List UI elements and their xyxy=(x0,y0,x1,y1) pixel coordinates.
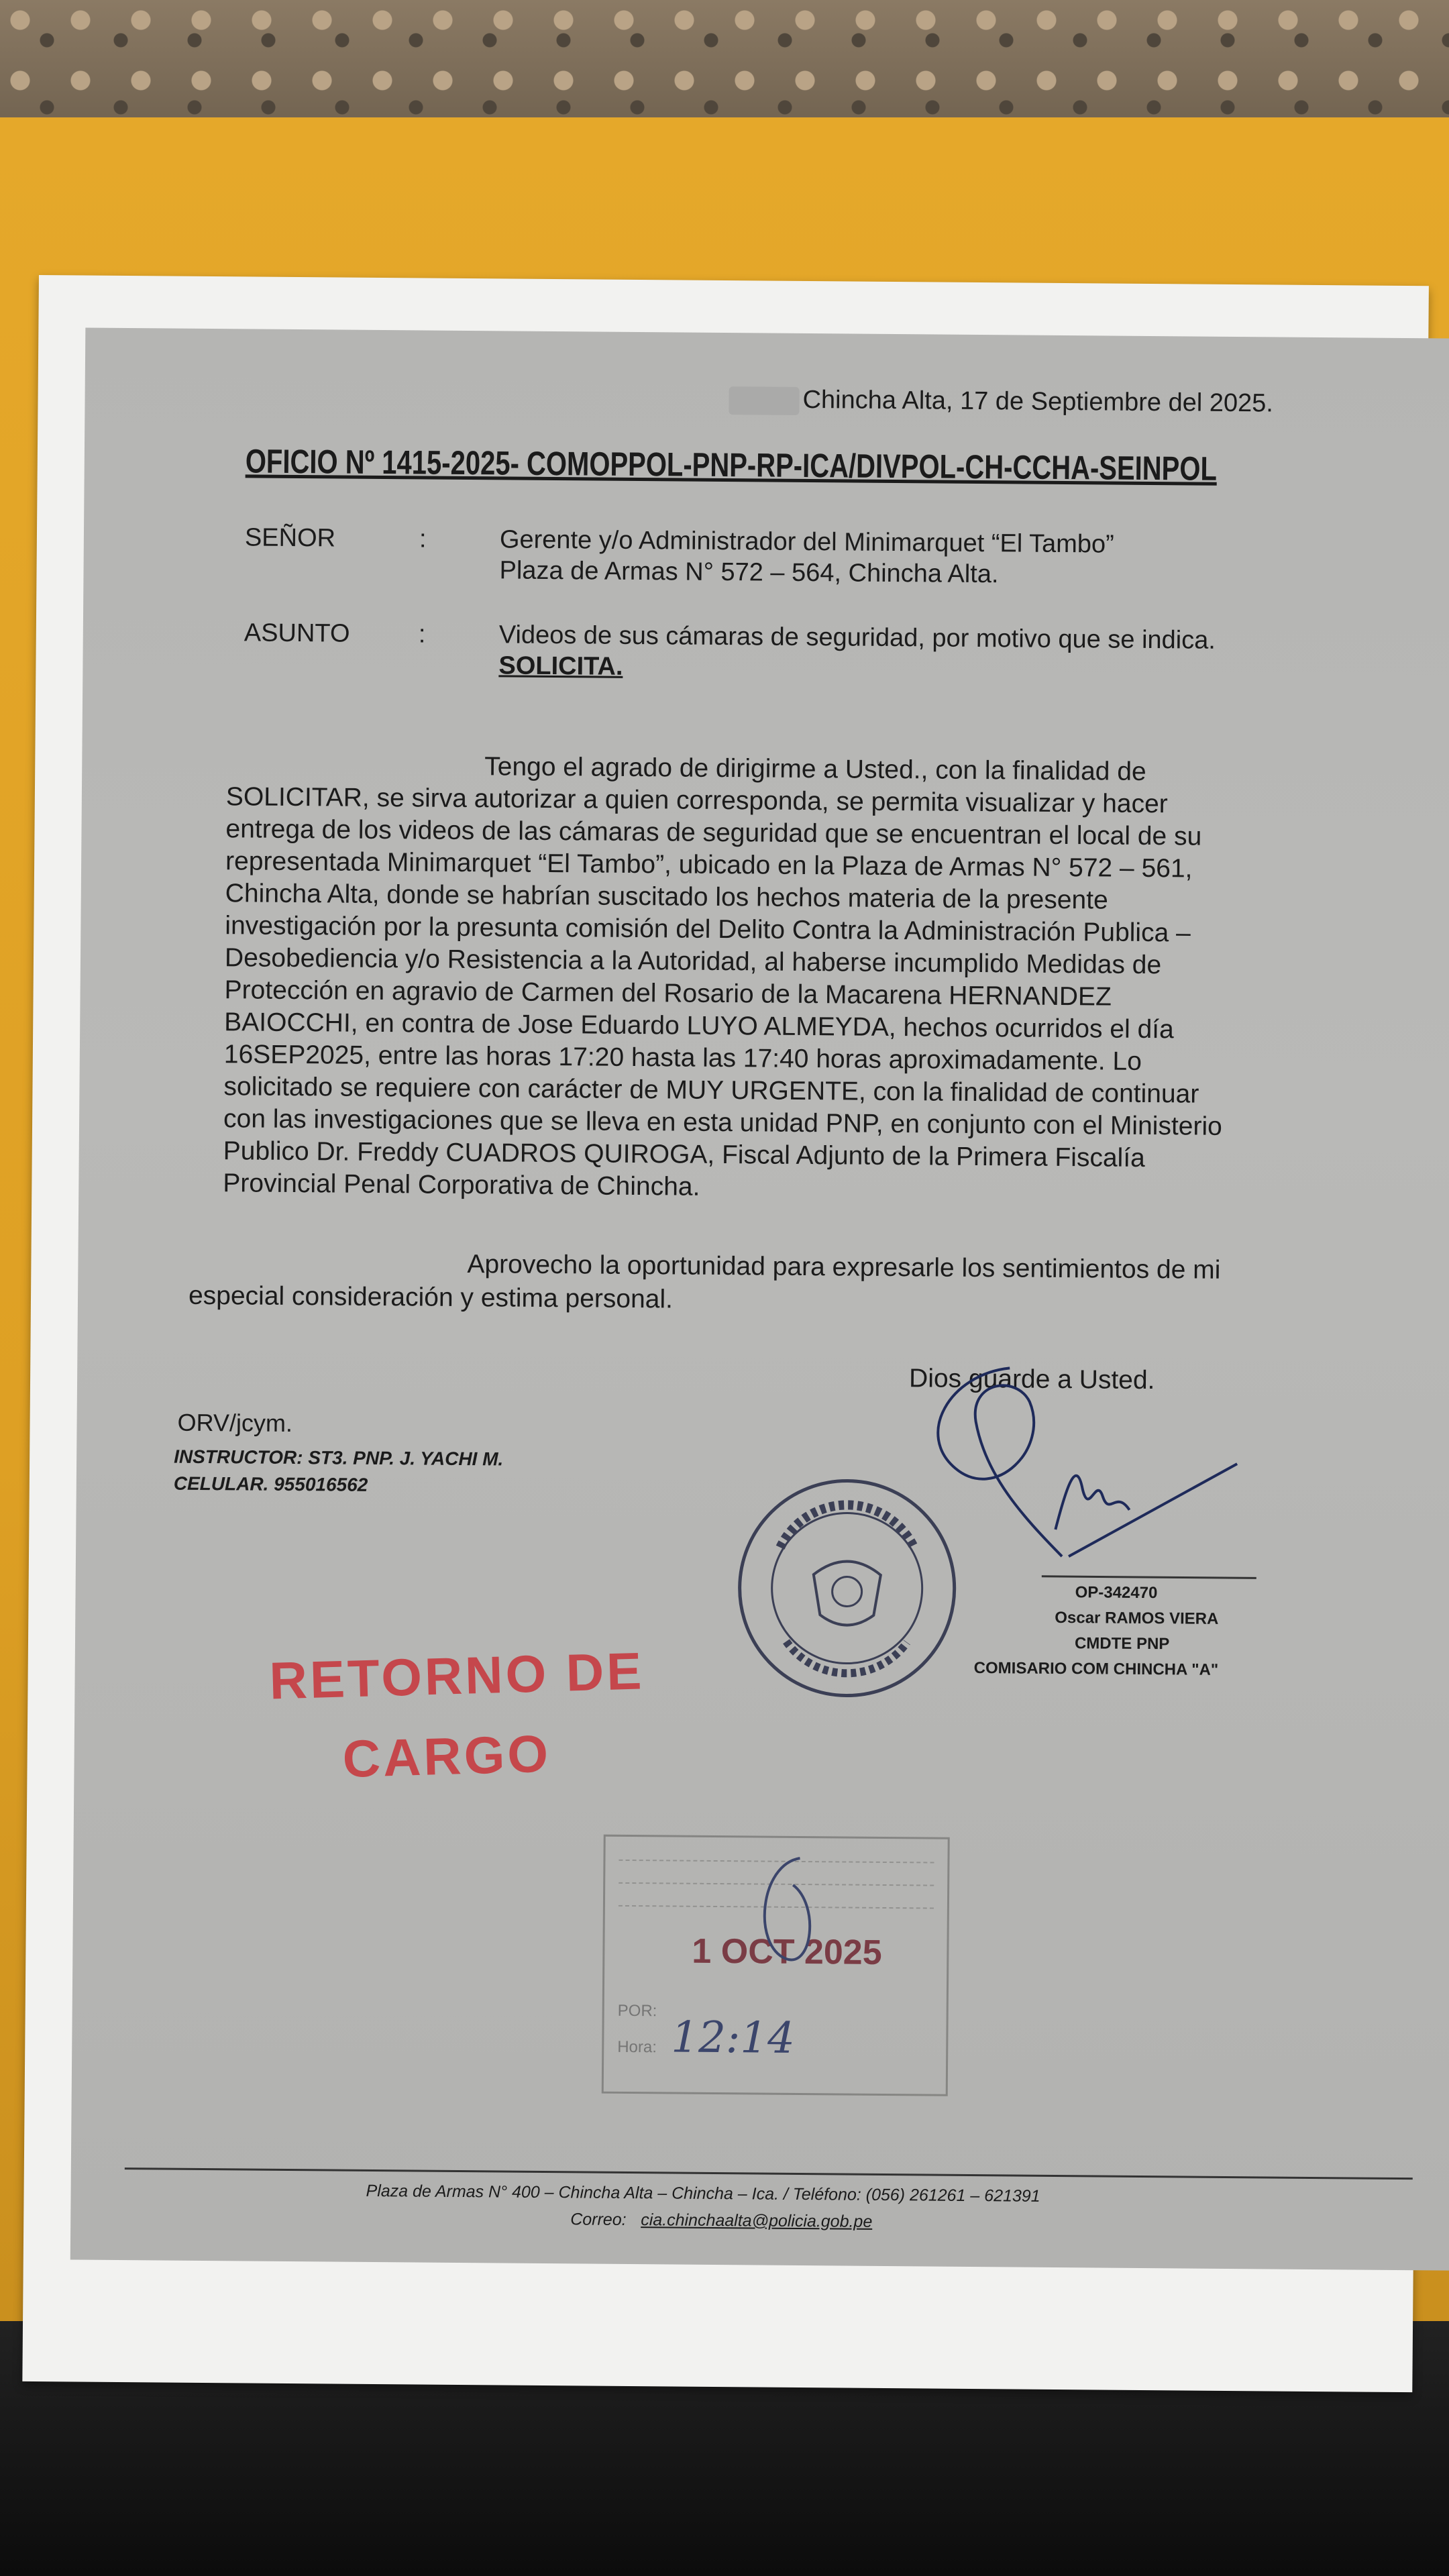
received-date: 1 OCT 2025 xyxy=(692,1931,882,1972)
signer-role: COMISARIO COM CHINCHA "A" xyxy=(973,1659,1219,1679)
body-line: 16SEP2025, entre las horas 17:20 hasta las 17:40 horas aproximadamente. Lo xyxy=(223,1040,1142,1076)
stamp-cargo: CARGO xyxy=(341,1723,552,1789)
body-line: solicitado se requiere con carácter de MUY URGENTE, con la finalidad de continuar xyxy=(223,1072,1199,1109)
received-hora: Hora: xyxy=(617,2037,657,2057)
footer-email: cia.chinchaalta@policia.gob.pe xyxy=(641,2210,873,2231)
senor-colon: : xyxy=(419,525,427,553)
received-stamp xyxy=(602,1835,950,2096)
body-line: Tengo el agrado de dirigirme a Usted., con la finalidad de xyxy=(484,752,1146,786)
asunto-colon: : xyxy=(418,620,426,649)
body-line: Protección en agravio de Carmen del Rosario de la Macarena HERNANDEZ xyxy=(224,975,1112,1012)
date-line: Chincha Alta, 17 de Septiembre del 2025. xyxy=(802,385,1274,418)
asunto-label: ASUNTO xyxy=(244,619,350,648)
body-line: investigación por la presunta comisión del Delito Contra la Administración Publica – xyxy=(225,911,1191,948)
body-line: Desobediencia y/o Resistencia a la Autoridad, al haberse incumplido Medidas de xyxy=(224,943,1162,980)
paper-sheet xyxy=(22,275,1429,2392)
signer-id: OP-342470 xyxy=(1075,1583,1158,1603)
oficio-title: OFICIO Nº 1415-2025- COMOPPOL-PNP-RP-ICA/DIVPOL-CH-CCHA-SEINPOL xyxy=(245,442,1218,488)
body-line: representada Minimarquet “El Tambo”, ubicado en la Plaza de Armas N° 572 – 561, xyxy=(225,847,1193,883)
senor-label: SEÑOR xyxy=(244,523,336,553)
body-line: BAIOCCHI, en contra de Jose Eduardo LUYO ALMEYDA, hechos ocurridos el día xyxy=(224,1008,1174,1044)
footer-address: Plaza de Armas N° 400 – Chincha Alta – Chincha – Ica. / Teléfono: (056) 261261 – 621391 xyxy=(366,2181,1040,2206)
senor-line-2: Plaza de Armas N° 572 – 564, Chincha Alta. xyxy=(499,556,999,589)
redacted-mark xyxy=(729,386,799,415)
body-line: SOLICITAR, se sirva autorizar a quien corresponda, se permita visualizar y hacer xyxy=(225,782,1168,819)
asunto-line-1: Videos de sus cámaras de seguridad, por motivo que se indica. xyxy=(498,621,1216,655)
initials: ORV/jcym. xyxy=(177,1408,293,1438)
handwritten-signature-icon xyxy=(800,1353,1271,1611)
body-line: con las investigaciones que se lleva en esta unidad PNP, en conjunto con el Ministerio xyxy=(223,1104,1222,1141)
body-line: Publico Dr. Freddy CUADROS QUIROGA, Fiscal Adjunto de la Primera Fiscalía xyxy=(223,1136,1145,1173)
footer-rule xyxy=(125,2167,1413,2180)
instructor-line: INSTRUCTOR: ST3. PNP. J. YACHI M. xyxy=(174,1446,504,1470)
senor-line-1: Gerente y/o Administrador del Minimarquet “El Tambo” xyxy=(499,525,1114,559)
body-line: Chincha Alta, donde se habrían suscitado los hechos materia de la presente xyxy=(225,879,1108,915)
footer-correo-label: Correo: xyxy=(570,2210,627,2229)
body-line: entrega de los videos de las cámaras de seguridad que se encuentran el local de su xyxy=(225,814,1202,851)
closing-line-1: Aprovecho la oportunidad para expresarle los sentimientos de mi xyxy=(467,1250,1221,1285)
celular-line: CELULAR. 955016562 xyxy=(173,1472,368,1495)
asunto-solicita: SOLICITA. xyxy=(498,651,623,681)
received-time: 12:14 xyxy=(671,2012,796,2063)
body-line: Provincial Penal Corporativa de Chincha. xyxy=(223,1169,700,1201)
closing-line-2: especial consideración y estima personal. xyxy=(188,1281,674,1314)
signer-name: Oscar RAMOS VIERA xyxy=(1055,1608,1219,1628)
handwritten-mark-icon xyxy=(739,1844,834,1992)
stamp-retorno: RETORNO DE xyxy=(268,1641,645,1711)
document xyxy=(70,328,1449,2271)
dios-guarde: Dios guarde a Usted. xyxy=(908,1364,1155,1395)
photocopy-area xyxy=(70,328,1449,2271)
received-por: POR: xyxy=(617,2001,657,2021)
signer-rank: CMDTE PNP xyxy=(1074,1634,1170,1654)
